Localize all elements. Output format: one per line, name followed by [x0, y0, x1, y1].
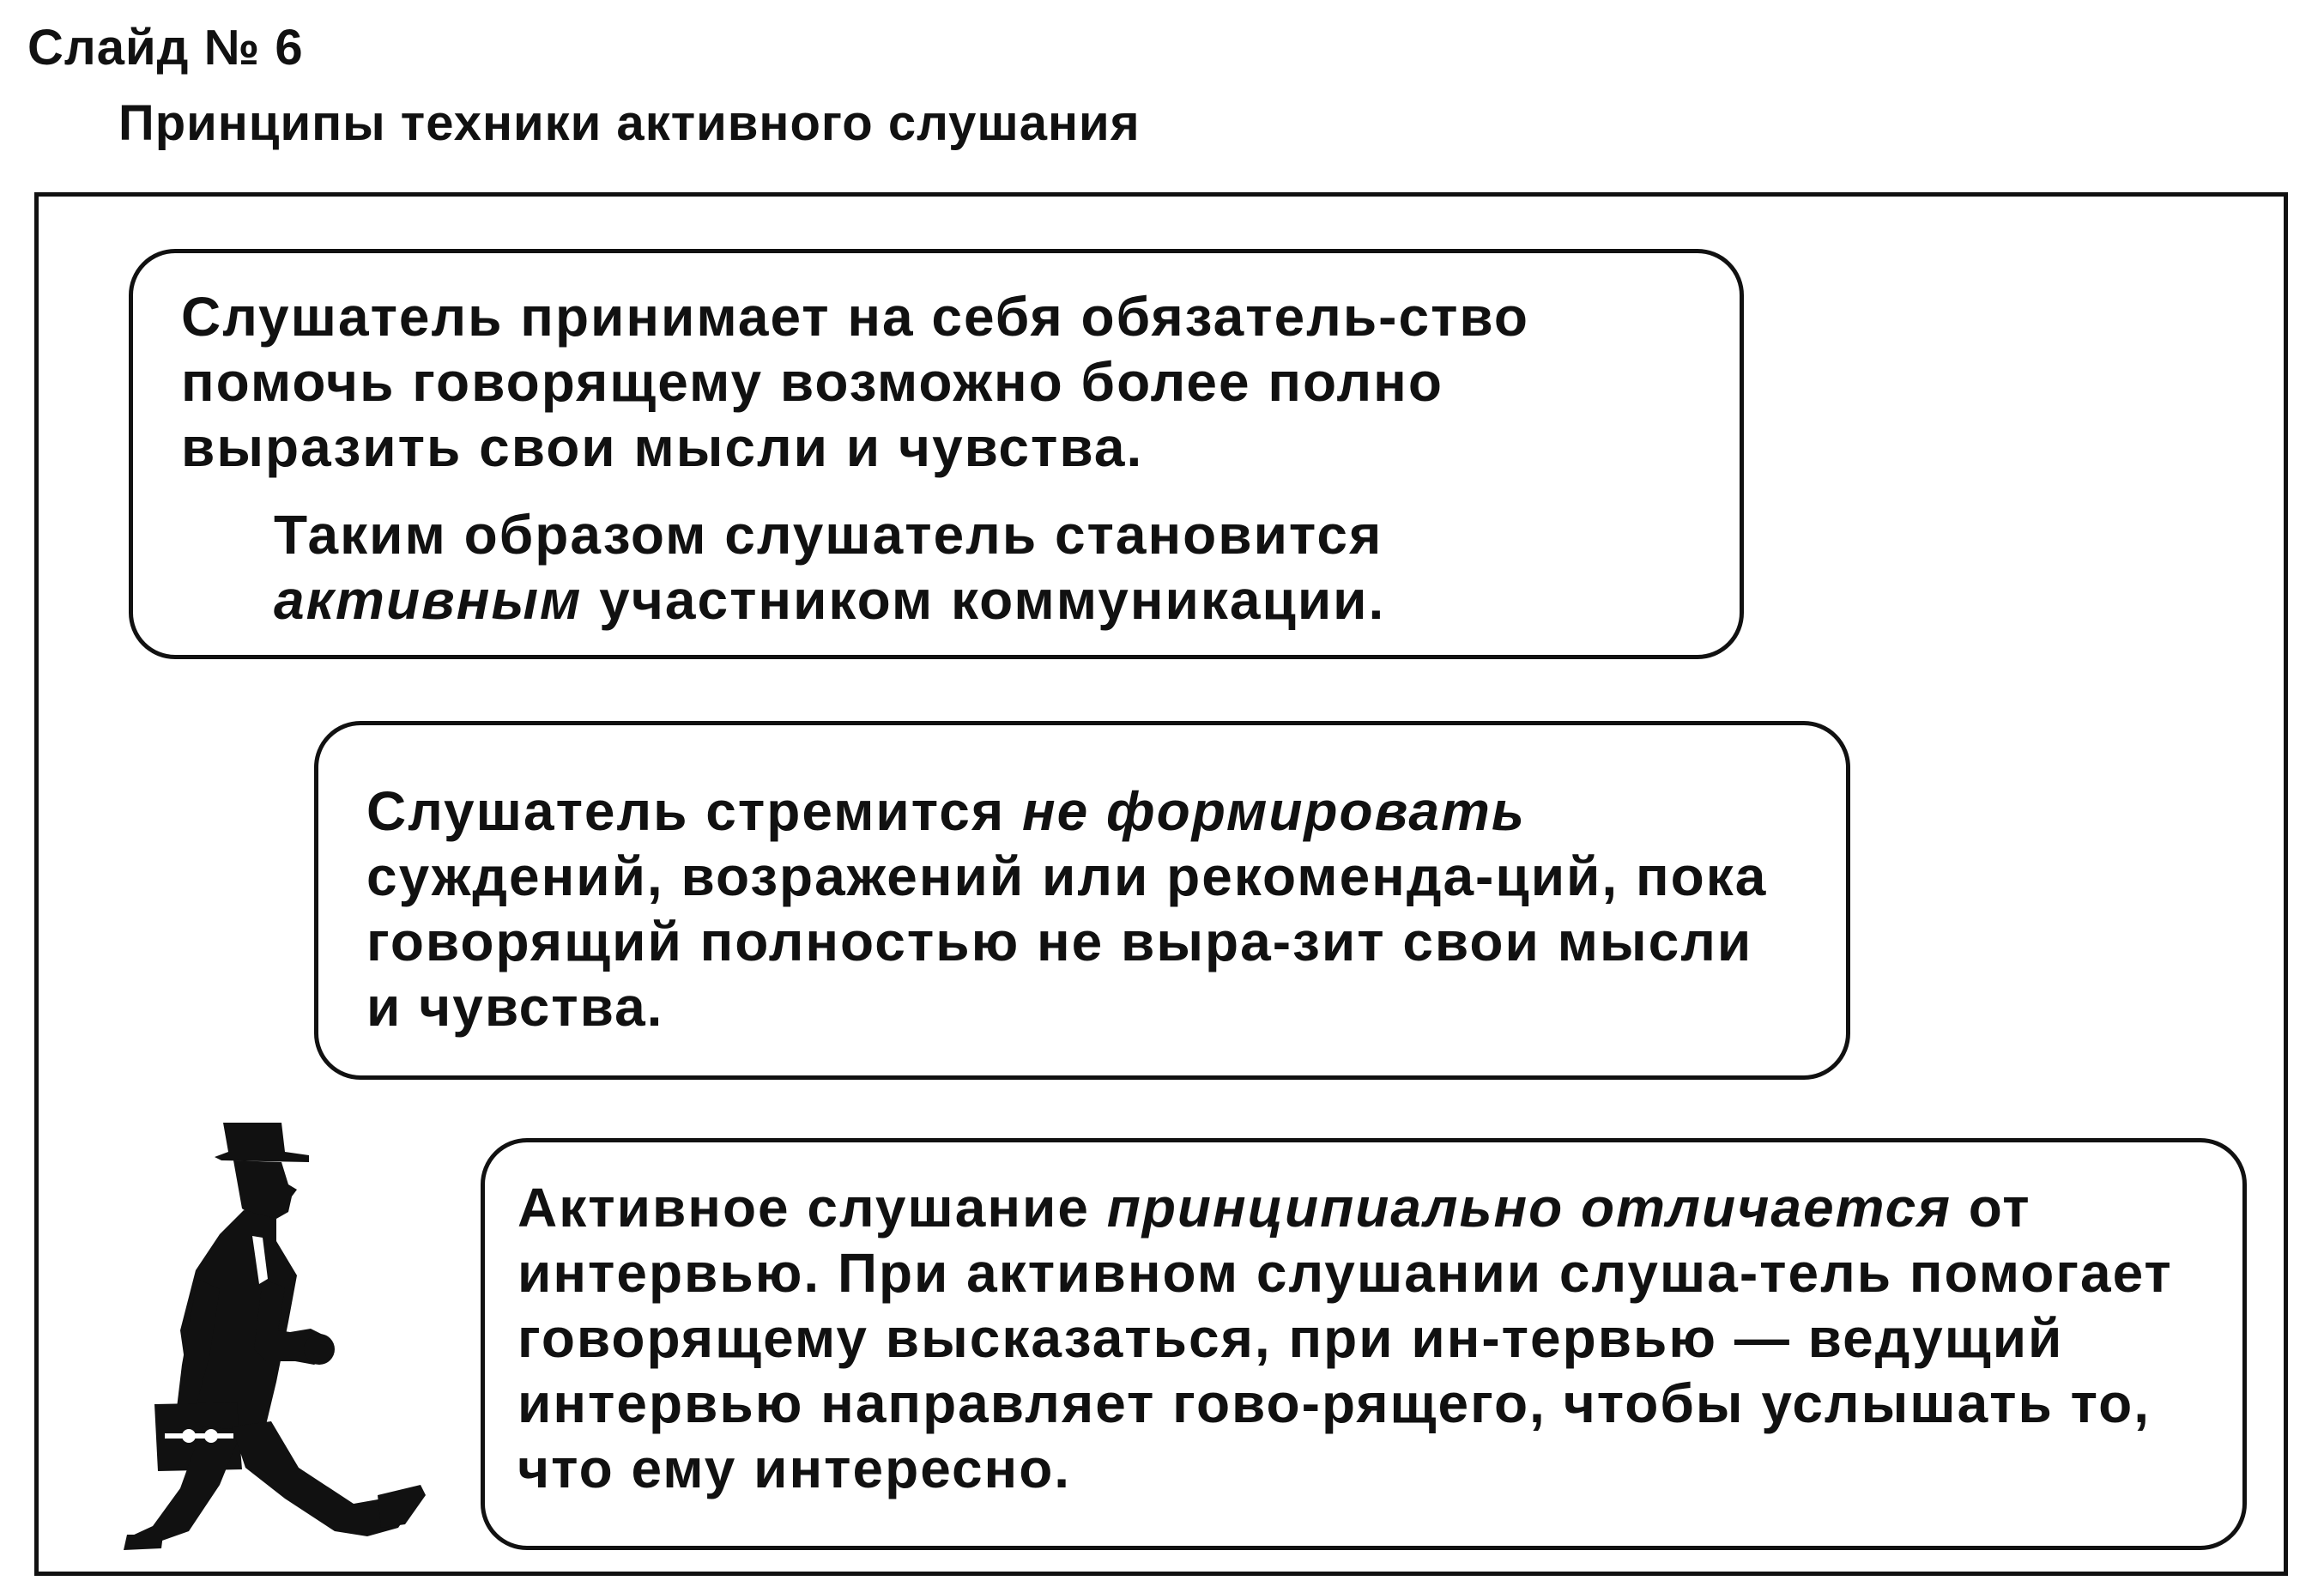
slide-title: Принципы техники активного слушания: [118, 95, 1141, 151]
principle-no-judgement-text: [366, 778, 1803, 1039]
walking-businessman-icon: [51, 1107, 455, 1562]
active-emphasis: активным: [274, 569, 583, 631]
active-post: участником коммуникации.: [582, 569, 1386, 631]
vs-interview-emphasis: принципиально отличается: [1106, 1177, 1952, 1239]
slide-number: Слайд № 6: [27, 20, 304, 76]
no-judgement-emphasis: не формировать: [1021, 780, 1526, 842]
vs-interview-post: от интервью. При активном слушании слуша-тель помогает говорящему высказаться, при ин-тервью — ведущий интервью направляет гово-рящего, чтобы услышать то, что ему интересно.: [517, 1177, 2173, 1499]
principle-vs-interview-text: [517, 1175, 2208, 1501]
no-judgement-post: суждений, возражений или рекоменда-ций, пока говорящий полностью не выра-зит свои мысли и чувства.: [366, 845, 1768, 1038]
principle-card-vs-interview: [481, 1138, 2247, 1550]
no-judgement-pre: Слушатель стремится: [366, 780, 1022, 842]
principle-commitment-body: Слушатель принимает на себя обязатель-ство помочь говорящему возможно более полно выразить свои мысли и чувства.: [181, 286, 1529, 478]
principle-card-commitment: [129, 249, 1744, 659]
principle-active-participant-text: [181, 502, 1688, 633]
vs-interview-pre: Активное слушание: [517, 1177, 1107, 1239]
active-pre: Таким образом слушатель становится: [274, 504, 1383, 566]
principle-card-no-judgement: [314, 721, 1850, 1080]
principle-commitment-text: [181, 284, 1688, 480]
